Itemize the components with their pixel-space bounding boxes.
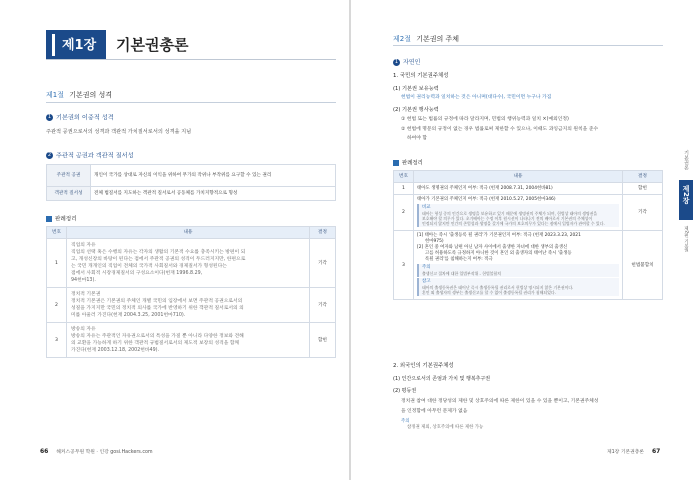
row-result: 기각: [310, 239, 336, 288]
side-tab-part: 제2편 기본권: [683, 226, 689, 253]
subsection-2: 2. 외국인의 기본권주체성: [393, 363, 454, 369]
definition-table-grid: [46, 164, 336, 201]
left-page-number: 66: [40, 448, 49, 455]
col-number: 번호: [394, 171, 414, 183]
row-content-line: 정치적 기본권은 기본권의 주체인 개별 국민의 입장에서 보면 주관적 공권으로서의: [71, 299, 243, 304]
heading-1-number: 1: [47, 114, 52, 120]
right-heading-1-number: 1: [394, 59, 399, 65]
table-icon: [393, 160, 399, 166]
row-content: [414, 183, 623, 195]
case-table-title: [46, 216, 77, 223]
right-table-header: [394, 171, 663, 183]
row-content: [414, 195, 623, 231]
case-table-title-text: 판례정리: [55, 216, 77, 223]
subsection-1-1-text: [401, 96, 551, 101]
row-content-line: 가진다(헌재 2003.12.18, 2002헌바49).: [71, 348, 160, 353]
chapter-header: [46, 30, 336, 60]
caution-note: [417, 264, 619, 277]
row-content-line: 점에서 사회적 시장경제질서의 구성요소이다(헌재 1996.8.29,: [71, 271, 203, 276]
row-content-line: 헌마975): [425, 239, 444, 244]
compare-note-title: 비교: [422, 205, 431, 210]
col-content: 내용: [414, 171, 623, 183]
reference-note-line: 혼인 외 출생자의 생부는 출생신고를 할 수 없어 출생등록될 권리가 침해되었다.: [422, 290, 556, 295]
row-number: 1: [394, 183, 414, 195]
foreigner-note-title: 주의: [401, 419, 410, 424]
right-section-rule: [393, 45, 663, 46]
chapter-underline: [46, 59, 336, 60]
row-content-line: 고를 허용하도록 규정하지 아니한 것이 혼인 외 출생자의 태어난 즉시 '출생등: [425, 251, 572, 256]
left-footer-text: 해커스공무원 학원 · 인강 gosi.Hackers.com: [56, 450, 153, 455]
subsection-1-1-text-value: 헌법이 권리능력과 일치하는 것은 아니며(대다수), 국민이면 누구나 가짐: [401, 95, 552, 100]
section-heading: [46, 92, 112, 99]
row-result: 합헌: [310, 323, 336, 358]
row-content-line: 94헌마13).: [71, 278, 96, 283]
paragraph-1: 주관적 공권으로서의 성격과 객관적 가치질서로서의 성격을 지님: [46, 129, 192, 135]
foreigner-note-text: 참정권 제외, 상호주의에 따른 제한 가능: [407, 425, 484, 430]
row-result: 합헌: [623, 183, 663, 195]
row-content-line: 태아도 생명권의 주체인지 여부: 적극 (헌재 2008.7.31, 2004헌바81): [417, 185, 553, 191]
compare-note-line: 보호해야 할 의무가 있다. 초기배아는 수정 이후 원시선이 나타나기 전의 배아로서 기본권의 주체성이: [422, 216, 593, 221]
row-content-line: 미를 아울러 가진다(헌재 2004.3.25, 2001헌마710).: [71, 313, 186, 318]
row-result: 기각: [623, 195, 663, 231]
row-content-line: 방송의 자유: [71, 327, 96, 332]
subsection-1-2-item: ① 헌법 또는 법률의 규정에 따라 달라지며, 민법의 행위능력과 일치 ×(예외인정): [401, 117, 569, 122]
heading-2-number: 2: [47, 152, 52, 158]
chapter-badge-text: 제1장: [62, 38, 97, 53]
heading-2-text: 주관적 공권과 객관적 질서성: [56, 152, 134, 160]
row-content-line: 성질을 가지지만 국민의 정치적 의사를 국가에 반영하기 위한 객관적 질서로서의 의: [71, 306, 244, 311]
table-icon: [46, 216, 52, 222]
right-section-title: 기본권의 주체: [416, 35, 460, 43]
definition-text: 개인이 국가를 상대로 자신의 이익을 위하여 무가의 작위나 부작위를 요구할 수 있는 권리: [91, 165, 336, 187]
right-footer: [607, 449, 660, 456]
right-section-heading: [393, 36, 459, 43]
row-result: 기각: [310, 288, 336, 323]
row-content: [67, 239, 310, 288]
definition-table: [46, 164, 336, 201]
subsection-1: 1. 국민의 기본권주체성: [393, 73, 449, 79]
right-section-label: 제2절: [393, 35, 411, 43]
row-number: 2: [394, 195, 414, 231]
table-row: [47, 239, 336, 288]
side-tab: [679, 150, 693, 253]
subsection-2-2-text: 을 인정함에 아무런 문제가 없음: [401, 409, 468, 414]
foreigner-note: [401, 419, 601, 431]
row-content-line: 는 국민 개개인의 직업이 전체의 국가적 사회질서와 경제질서가 형성된다는: [71, 264, 227, 269]
right-page: [351, 0, 700, 480]
row-number: 1: [47, 239, 67, 288]
caution-note-line: 출생신고 절차에 대한 입법부작위 - 헌법불합치: [422, 271, 501, 276]
col-content: 내용: [67, 227, 310, 239]
row-content-line: [1] 태아는 즉시 '출생등록 될 권리'가 기본권인지 여부: 적극 (헌재 2023.3.23, 2021: [417, 233, 581, 238]
right-footer-text: 제1장 기본권총론: [607, 450, 645, 455]
reference-note-line: 태아의 출생등록권은 태어난 즉시 출생등록될 권리로서 헌법상 명시되지 않은 기본권이다.: [422, 285, 574, 290]
heading-1: [46, 114, 114, 122]
right-case-table: [393, 170, 663, 300]
case-table: [46, 226, 336, 358]
col-number: 번호: [47, 227, 67, 239]
col-result: 결정: [310, 227, 336, 239]
row-content-line: [2] 혼인 중 여자와 남편 아닌 남자 사이에서 출생한 자녀에 대한 생부의 출생신: [417, 245, 568, 250]
definition-label: 객관적 질서성: [47, 187, 91, 201]
left-footer: [40, 449, 153, 456]
row-content-line: 정치적 기본권: [71, 292, 101, 297]
definition-label: 주관적 공권: [47, 165, 91, 187]
compare-note-line: 인정되지 않지만 인간의 존엄성과 생명을 갖기에 국가의 보호의무가 있다는 점에서 입법자가 관여할 수 있다.: [422, 221, 605, 226]
reference-note-title: 참고: [422, 279, 431, 284]
chapter-title: 기본권총론: [116, 36, 189, 54]
heading-2: [46, 152, 134, 160]
side-tab-label: 기본권론: [683, 150, 689, 170]
definition-row: [47, 165, 336, 187]
row-content-line: 방송의 자유는 주관적인 자유권으로서의 특성을 가질 뿐 아니라 다양한 정보와 견해: [71, 334, 244, 339]
subsection-1-2-item: 하여야 함: [407, 136, 428, 141]
right-case-table-grid: [393, 170, 663, 300]
row-content: [67, 288, 310, 323]
row-number: 2: [47, 288, 67, 323]
section-title: 기본권의 성격: [69, 91, 113, 99]
row-content-line: 직업의 자유: [71, 243, 96, 248]
row-content-line: 록될 권리'를 침해하는지 여부: 적극: [425, 257, 493, 262]
chapter-badge-bar: [52, 34, 55, 56]
subsection-2-1: (1) 인간으로서의 존엄과 가치 및 행복추구권: [393, 376, 491, 382]
compare-note: [417, 204, 619, 227]
row-result: 헌법불합치: [623, 231, 663, 300]
right-heading-1-text: 자연인: [403, 59, 421, 66]
chapter-badge: [46, 30, 106, 60]
row-number: 3: [47, 323, 67, 358]
subsection-1-2: (2) 기본권 행사능력: [393, 107, 439, 113]
table-row: [394, 195, 663, 231]
left-page: [0, 0, 349, 480]
table-row: [394, 231, 663, 300]
row-content-line: 직업의 선택 혹은 수행의 자유는 각자의 생활의 기본적 수요를 충족시키는 방편이 되: [71, 250, 246, 255]
right-page-number: 67: [651, 448, 661, 455]
table-row: [47, 288, 336, 323]
row-number: 3: [394, 231, 414, 300]
row-content-line: 의 교환을 가능하게 하기 위한 객관적 규범질서로서의 제도적 보장의 성격을 함께: [71, 341, 240, 346]
subsection-1-1: (1) 기본권 보유능력: [393, 86, 439, 92]
row-content: [67, 323, 310, 358]
col-result: 결정: [623, 171, 663, 183]
right-table-title-text: 판례정리: [402, 160, 423, 167]
section-rule: [46, 102, 336, 103]
definition-text: 전체 법질서를 지도하는 객관적 질서로서 공동체를 가치지향적으로 형성: [91, 187, 336, 201]
row-content-line: 고, 개성신장의 바탕이 된다는 점에서 주관적 공권의 성격이 두드러지지만, 한편으로: [71, 257, 246, 262]
side-tab-chapter: 제2장: [682, 185, 690, 204]
caution-note-title: 주의: [422, 265, 431, 270]
table-row: [47, 323, 336, 358]
reference-note: [417, 278, 619, 296]
subsection-2-2: (2) 평등권: [393, 388, 417, 394]
case-table-grid: [46, 226, 336, 358]
section-label: 제1절: [46, 91, 64, 99]
subsection-1-2-item: ② 헌법에 명문의 규정이 없는 경우 법률로써 제한할 수 있으나, 이때도 과잉금지의 원칙을 준수: [401, 127, 599, 132]
heading-1-text: 기본권의 이중적 성격: [56, 114, 114, 122]
case-table-header: [47, 227, 336, 239]
definition-row: [47, 187, 336, 201]
side-tab-chapter-box: [679, 180, 693, 220]
row-content-line: 태아가 기본권의 주체인지 여부: 적극 (헌재 2010.5.27, 2005헌마346): [417, 197, 556, 202]
right-table-title: [393, 160, 423, 167]
subsection-2-2-text: 정치권 참여 대한 정당성의 제한 및 상호주의에 따른 제한이 있을 수 있을 뿐이고, 기본권주체성: [401, 399, 599, 404]
compare-note-line: 태아는 형성 중의 인간으로 생명을 보유하고 있기 때문에 생명권의 주체가 되며, 헌법상 태아의 생명권을: [422, 211, 598, 216]
row-content: [414, 231, 623, 300]
table-row: [394, 183, 663, 195]
right-heading-1: [393, 59, 420, 66]
